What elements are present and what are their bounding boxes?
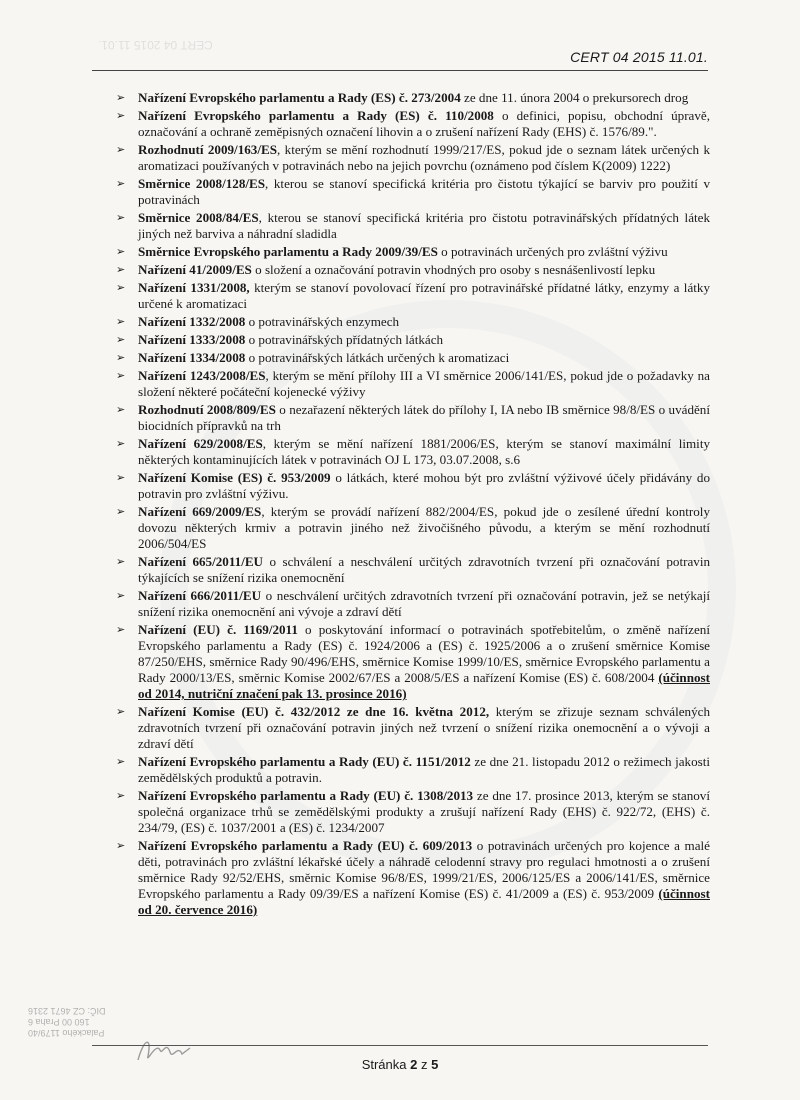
regulation-title: Směrnice 2008/128/ES: [138, 176, 266, 191]
regulation-title: Nařízení 665/2011/EU: [138, 554, 264, 569]
list-item: [116, 262, 710, 278]
list-item: [116, 754, 710, 786]
regulation-description: o potravinářských látkách určených k aromatizaci: [245, 350, 510, 365]
regulation-title: Rozhodnutí 2008/809/ES: [138, 402, 276, 417]
arrow-bullet-icon: ➢: [116, 351, 126, 364]
arrow-bullet-icon: ➢: [116, 403, 126, 416]
list-item: [116, 90, 710, 106]
arrow-bullet-icon: ➢: [116, 437, 126, 450]
list-item: [116, 436, 710, 468]
regulation-description: , kterým se provádí nařízení 882/2004/ES, pokud jde o zesílené úřední kontroly dovozu některých krmiv a potravin jiného než živočišného původu, a kterým se mění rozhodnutí 2006/504/ES: [138, 504, 710, 551]
arrow-bullet-icon: ➢: [116, 589, 126, 602]
stamp-line: Palackého 1179/40: [28, 1028, 105, 1038]
regulation-description: o nezařazení některých látek do přílohy I, IA nebo IB směrnice 98/8/ES o uvádění biocidních přípravků na trh: [138, 402, 710, 433]
regulation-title: Nařízení 1334/2008: [138, 350, 246, 365]
company-stamp: [28, 1005, 106, 1038]
arrow-bullet-icon: ➢: [116, 705, 126, 718]
page-current: 2: [410, 1057, 418, 1072]
regulation-description: o potravinách určených pro kojence a malé děti, potravinách pro zvláštní lékařské účely a náhradě celodenní stravy pro regulaci hmotnosti a o zrušení směrnice Rady 92/52/EHS, směrnic Komise 96/8/ES, 1999/21/ES, 2006/125/ES a 2006/141/ES, směrnice Evropského parlamentu a Rady 09/39/ES a nařízení Komise (ES) č. 41/2009 a (ES) č. 953/2009: [138, 838, 710, 901]
regulation-description: ze dne 11. února 2004 o prekursorech drog: [460, 90, 689, 105]
regulation-title: Nařízení 41/2009/ES: [138, 262, 252, 277]
regulation-description: o potravinářských přídatných látkách: [245, 332, 444, 347]
page-prefix: Stránka: [361, 1057, 411, 1072]
arrow-bullet-icon: ➢: [116, 263, 126, 276]
regulation-description: , kterým se mění přílohy III a VI směrnice 2006/141/ES, pokud jde o požadavky na složení některé počáteční kojenecké výživy: [138, 368, 710, 399]
regulation-title: Nařízení 1331/2008,: [138, 280, 250, 295]
list-item: [116, 622, 710, 702]
regulation-title: Směrnice Evropského parlamentu a Rady 2009/39/ES: [138, 244, 438, 259]
arrow-bullet-icon: ➢: [116, 315, 126, 328]
arrow-bullet-icon: ➢: [116, 839, 126, 852]
page-separator: z: [417, 1057, 432, 1072]
regulation-title: Nařízení Evropského parlamentu a Rady (EU) č. 1308/2013: [138, 788, 474, 803]
arrow-bullet-icon: ➢: [116, 177, 126, 190]
arrow-bullet-icon: ➢: [116, 143, 126, 156]
stamp-line: 160 00 Praha 6: [28, 1017, 90, 1027]
regulation-description: o potravinách určených pro zvláštní výživu: [437, 244, 668, 259]
arrow-bullet-icon: ➢: [116, 789, 126, 802]
stamp-line: DIČ: CZ 4671 2316: [28, 1006, 106, 1016]
regulations-list-container: [116, 90, 710, 920]
arrow-bullet-icon: ➢: [116, 623, 126, 636]
list-item: [116, 176, 710, 208]
arrow-bullet-icon: ➢: [116, 211, 126, 224]
regulation-title: Nařízení 666/2011/EU: [138, 588, 262, 603]
list-item: [116, 280, 710, 312]
regulation-description: kterým se zřizuje seznam schválených zdravotních tvrzení při označování potravin jiných než tvrzení o snížení rizika onemocnění a o vývoji a zdraví dětí: [138, 704, 710, 751]
document-id-header: CERT 04 2015 11.01.: [570, 49, 708, 65]
list-item: [116, 108, 710, 140]
regulation-title: (účinnost od 2014, nutriční značení pak 13. prosince 2016): [138, 670, 710, 701]
regulation-title: Směrnice 2008/84/ES: [138, 210, 259, 225]
arrow-bullet-icon: ➢: [116, 245, 126, 258]
regulations-list: [116, 90, 710, 918]
header-divider: [92, 70, 708, 71]
regulation-title: Nařízení 629/2008/ES: [138, 436, 263, 451]
list-item: [116, 142, 710, 174]
regulation-title: Nařízení Evropského parlamentu a Rady (ES) č. 110/2008: [138, 108, 494, 123]
regulation-title: (účinnost od 20. července 2016): [138, 886, 710, 917]
regulation-description: , kterým se mění nařízení 1881/2006/ES, kterým se stanoví maximální limity některých kontaminujících látek v potravinách OJ L 173, 03.07.2008, s.6: [138, 436, 710, 467]
regulation-description: ze dne 21. listopadu 2012 o režimech jakosti zemědělských produktů a potravin.: [138, 754, 710, 785]
list-item: [116, 704, 710, 752]
list-item: [116, 350, 710, 366]
regulation-title: Nařízení Komise (ES) č. 953/2009: [138, 470, 331, 485]
arrow-bullet-icon: ➢: [116, 555, 126, 568]
arrow-bullet-icon: ➢: [116, 471, 126, 484]
regulation-description: o neschválení určitých zdravotních tvrzení při označování potravin, jež se netýkají snížení rizika onemocnění ani vývoje a zdraví dětí: [138, 588, 710, 619]
regulation-title: Nařízení Evropského parlamentu a Rady (ES) č. 273/2004: [138, 90, 461, 105]
regulation-description: o složení a označování potravin vhodných pro osoby s nesnášenlivostí lepku: [251, 262, 656, 277]
arrow-bullet-icon: ➢: [116, 755, 126, 768]
list-item: [116, 210, 710, 242]
page-number: [0, 1057, 800, 1072]
regulation-title: Nařízení Komise (EU) č. 432/2012 ze dne 16. května 2012,: [138, 704, 490, 719]
regulation-title: Nařízení Evropského parlamentu a Rady (EU) č. 609/2013: [138, 838, 473, 853]
regulation-title: Nařízení 1243/2008/ES: [138, 368, 266, 383]
regulation-description: kterým se stanoví povolovací řízení pro potravinářské přídatné látky, enzymy a látky určené k aromatizaci: [138, 280, 710, 311]
regulation-title: Nařízení (EU) č. 1169/2011: [138, 622, 298, 637]
list-item: [116, 314, 710, 330]
list-item: [116, 470, 710, 502]
regulation-title: Rozhodnutí 2009/163/ES: [138, 142, 277, 157]
arrow-bullet-icon: ➢: [116, 281, 126, 294]
list-item: [116, 788, 710, 836]
regulation-description: , kterou se stanoví specifická kritéria pro čistotu potravinářských přídatných látek jiných než barviva a náhradní sladidla: [138, 210, 711, 241]
regulation-description: o definici, popisu, obchodní úpravě, označování a ochraně zeměpisných označení lihovin a o zrušení nařízení Rady (EHS) č. 1576/89.".: [138, 108, 710, 139]
list-item: [116, 588, 710, 620]
list-item: [116, 402, 710, 434]
regulation-description: , kterým se mění rozhodnutí 1999/217/ES, pokud jde o seznam látek určených k aromatizaci používaných v potravinách nebo na jejich povrchu (oznámeno pod číslem K(2009) 1222): [138, 142, 710, 173]
arrow-bullet-icon: ➢: [116, 333, 126, 346]
arrow-bullet-icon: ➢: [116, 91, 126, 104]
arrow-bullet-icon: ➢: [116, 109, 126, 122]
arrow-bullet-icon: ➢: [116, 369, 126, 382]
list-item: [116, 504, 710, 552]
regulation-title: Nařízení 669/2009/ES: [138, 504, 262, 519]
list-item: [116, 368, 710, 400]
arrow-bullet-icon: ➢: [116, 505, 126, 518]
regulation-description: , kterou se stanoví specifická kritéria pro čistotu týkající se barviv pro použití v potravinách: [138, 176, 711, 207]
footer-divider: [92, 1045, 708, 1046]
list-item: [116, 838, 710, 918]
list-item: [116, 554, 710, 586]
regulation-title: Nařízení 1333/2008: [138, 332, 246, 347]
bleed-through-text: CERT 04 2015 11.01.: [98, 38, 213, 52]
regulation-description: o látkách, které mohou být pro zvláštní výživové účely přidávány do potravin pro zvláštní výživu.: [138, 470, 710, 501]
regulation-description: o schválení a neschválení určitých zdravotních tvrzení při označování potravin týkajících se snížení rizika onemocnění: [138, 554, 711, 585]
regulation-description: o poskytování informací o potravinách spotřebitelům, o změně nařízení Evropského parlamentu a Rady (ES) č. 1924/2006 a (ES) č. 1925/2006 a o zrušení směrnice Komise 87/250/EHS, směrnice Rady 90/496/EHS, směrnice Komise 1999/10/ES, směrnice Evropského parlamentu a Rady 2000/13/ES, směrnic Komise 2002/67/ES a 2008/5/ES a nařízení Komise (ES) č. 608/2004: [138, 622, 710, 685]
regulation-description: o potravinářských enzymech: [245, 314, 400, 329]
regulation-description: ze dne 17. prosince 2013, kterým se stanoví společná organizace trhů se zemědělskými produkty a zrušují nařízení Rady (EHS) č. 922/72, (EHS) č. 234/79, (ES) č. 1037/2001 a (ES) č. 1234/2007: [138, 788, 710, 835]
page-total: 5: [431, 1057, 439, 1072]
regulation-title: Nařízení 1332/2008: [138, 314, 246, 329]
regulation-title: Nařízení Evropského parlamentu a Rady (EU) č. 1151/2012: [138, 754, 471, 769]
list-item: [116, 332, 710, 348]
list-item: [116, 244, 710, 260]
